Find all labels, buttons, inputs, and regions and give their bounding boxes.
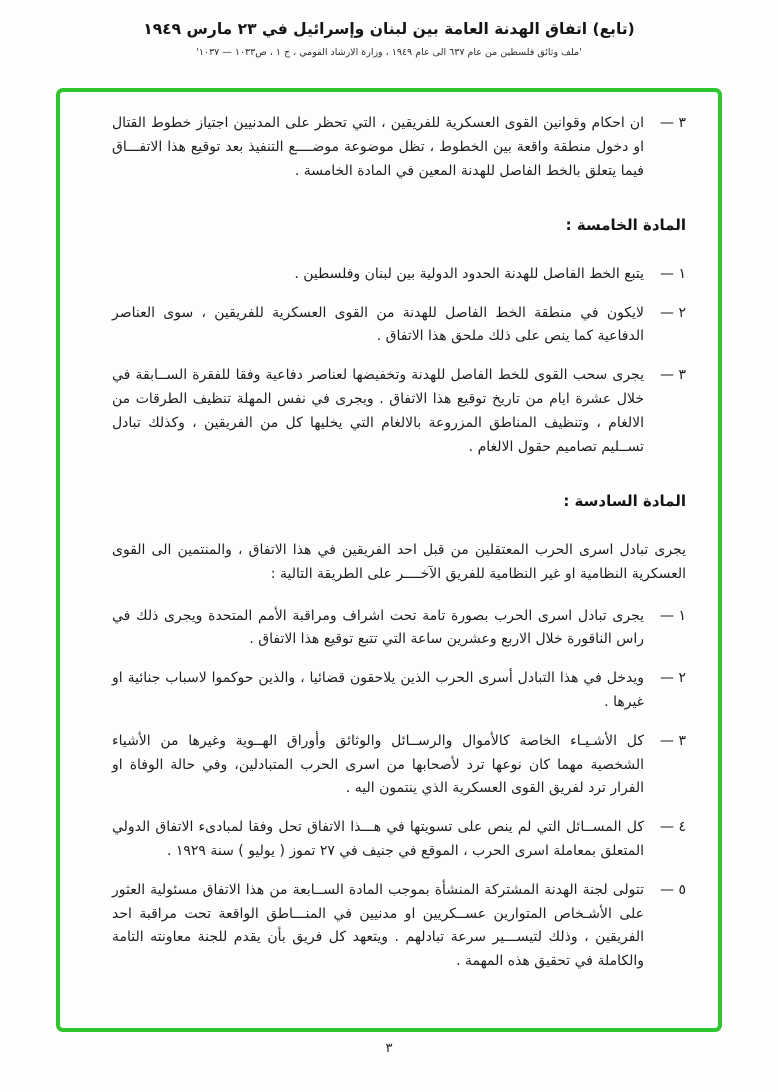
document-title: (تابع) اتفاق الهدنة العامة بين لبنان وإسرائيل في ٢٣ مارس ١٩٤٩ — [143, 20, 635, 38]
document-body — [112, 112, 686, 974]
item-text: يجرى تبادل اسرى الحرب بصورة تامة تحت اشراف ومراقبة الأمم المتحدة ويجرى ذلك في راس الناقورة خلال الاربع وعشرين ساعة التي تتبع توقيع هذا الاتفاق . — [112, 607, 644, 648]
numbered-item — [112, 263, 686, 287]
page-number: ٣ — [385, 1041, 393, 1056]
item-text: كل المســائل التي لم ينص على تسويتها في هـــذا الاتفاق تحل وفقا لمبادىء الاتفاق الدولي المتعلق بمعاملة اسرى الحرب ، الموقع في جنيف في ٢٧ تموز ( يوليو ) سنة ١٩٢٩ . — [112, 819, 644, 859]
document-header — [0, 0, 778, 58]
numbered-item — [112, 816, 686, 864]
item-text: لايكون في منطقة الخط الفاصل للهدنة من القوى العسكرية للفريقين ، سوى العناصر الدفاعية كما ينص على ذلك ملحق هذا الاتفاق . — [112, 304, 644, 345]
article-5-heading: المادة الخامسة : — [565, 216, 686, 235]
item-text: يتبع الخط الفاصل للهدنة الحدود الدولية بين لبنان وفلسطين . — [294, 265, 644, 282]
item-text: ان احكام وقوانين القوى العسكرية للفريقين ، التي تحظر على المدنيين اجتياز خطوط القتال او دخول منطقة واقعة بين الخطوط ، تظل موضوعة موضــــع التنفيذ بعد توقيع هذا الاتفـــاق فيما يتعلق بالخط الفاصل للهدنة المعين في المادة الخامسة . — [112, 115, 644, 179]
item-number: ٢ — — [660, 670, 686, 687]
item-text: يجرى سحب القوى للخط الفاصل للهدنة وتخفيضها لعناصر دفاعية وفقا للفقرة الســابقة في خلال عشرة ايام من تاريخ توقيع هذا الاتفاق . ويجرى في نفس المهلة تنظيف الطرقات من الالغام ، وتنظيف المناطق المزروعة بالالغام التي يخليها كل من الفريقين ، وكذلك تبادل تســليم تصاميم حقول الالغام . — [112, 367, 644, 455]
numbered-item — [112, 730, 686, 801]
article-6-heading: المادة السادسة : — [563, 492, 686, 511]
item-text: ويدخل في هذا التبادل أسرى الحرب الذين يلاحقون قضائيا ، والذين حوكموا لاسباب جنائية او غيرها . — [112, 670, 644, 710]
item-number: ١ — — [660, 265, 686, 282]
highlight-frame — [56, 88, 722, 1032]
numbered-item — [112, 605, 686, 653]
numbered-item — [112, 302, 686, 350]
source-citation: 'ملف وثائق فلسطين من عام ٦٣٧ الى عام ١٩٤٩ ، وزارة الارشاد القومي ، ج ١ ، ص١٠٣٣ — ١٠٣٧' — [196, 47, 582, 58]
item-text: كل الأشـيـاء الخاصة كالأموال والرســائل والوثائق وأوراق الهــوية وغيرها من الأشياء الشخصية مهما كان نوعها ترد لأصحابها من اسرى الحرب المتبادلين، وفي حالة الوفاة او الفرار ترد لفريق القوى العسكرية الذي ينتمون اليه . — [112, 732, 644, 797]
item-number: ٢ — — [660, 304, 686, 321]
numbered-item — [112, 364, 686, 459]
numbered-item — [112, 112, 686, 183]
numbered-item — [112, 879, 686, 974]
item-number: ٤ — — [660, 819, 686, 836]
article-6-intro: يجرى تبادل اسرى الحرب المعتقلين من قبل احد الفريقين في هذا الاتفاق ، والمنتمين الى القوى العسكرية النظامية او غير النظامية للفريق الآخــــر على الطريقة التالية : — [112, 541, 686, 582]
item-number: ٣ — — [660, 367, 686, 384]
item-number: ٥ — — [660, 881, 686, 898]
item-number: ١ — — [660, 607, 686, 624]
item-number: ٣ — — [660, 732, 686, 749]
item-number: ٣ — — [660, 115, 686, 131]
item-text: تتولى لجنة الهدنة المشتركة المنشأة بموجب المادة الســابعة من هذا الاتفاق مسئولية العثور على الأشـخاص المتوارين عســكريين او مدنيين في المنـــاطق الواقعة تحت مراقبة احد الفريقين ، وذلك لتيســـير سرعة تبادلهم . ويتعهد كل فريق بأن يقدم للجنة معاونته التامة والكاملة في تحقيق هذه المهمة . — [112, 881, 644, 970]
numbered-item — [112, 667, 686, 715]
